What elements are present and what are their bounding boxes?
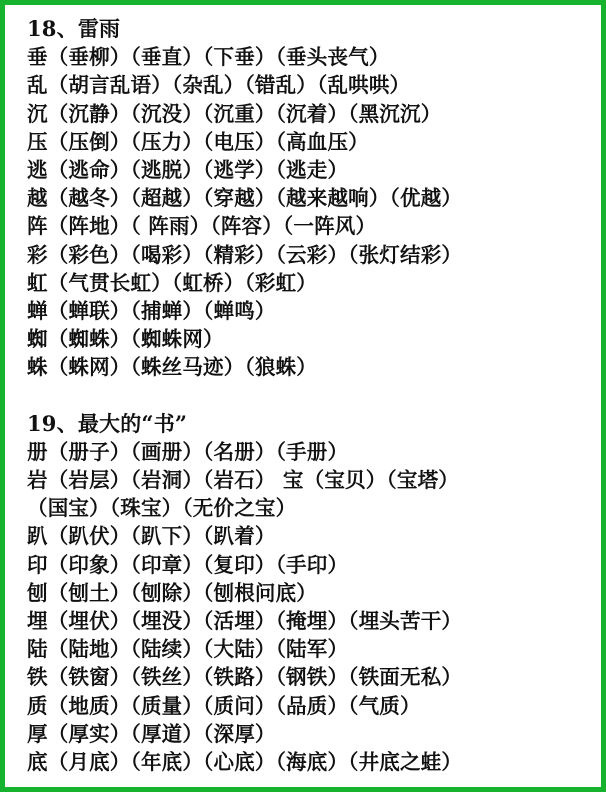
word-line-di: 底（月底）（年底）（心底）（海底）（井底之蛙） [27,749,463,774]
word-line-pa: 趴（趴伏）（趴下）（趴着） [27,524,276,549]
word-line-zhi-quality: 质（地质）（质量）（质问）（品质）（气质） [27,693,421,718]
word-line-lu: 陆（陆地）（陆续）（大陆）（陆军） [27,637,349,662]
word-line-zhen: 阵（阵地）（ 阵雨）（阵容）（一阵风） [27,214,377,239]
word-line-cai: 彩（彩色）（喝彩）（精彩）（云彩）（张灯结彩） [27,242,463,267]
word-line-mai: 埋（埋伏）（埋没）（活埋）（掩埋）（埋头苦干） [27,608,463,633]
word-line-yin: 印（印象）（印章）（复印）（手印） [27,552,349,577]
lesson-19-section [27,410,593,776]
word-line-chan: 蝉（蝉联）（捕蝉）（蝉鸣） [27,298,276,323]
lesson-18-section [27,15,593,381]
lesson-19-heading: 19、最大的“书” [27,410,188,436]
word-line-zhu: 蛛（蛛网）（蛛丝马迹）（狼蛛） [27,355,317,380]
word-line-hou: 厚（厚实）（厚道）（深厚） [27,721,276,746]
sheet-content [27,15,593,776]
section-spacer [27,381,593,409]
word-line-hong: 虹（气贯长虹）（虹桥）（彩虹） [27,270,317,295]
word-line-bao-continued: （国宝）（珠宝）（无价之宝） [27,496,297,521]
word-line-yue: 越（越冬）（超越）（穿越）（越来越响）（优越） [27,186,463,211]
word-line-ce: 册（册子）（画册）（名册）（手册） [27,439,349,464]
word-line-tie: 铁（铁窗）（铁丝）（铁路）（钢铁）（铁面无私） [27,665,463,690]
word-line-chui: 垂（垂柳）（垂直）（下垂）（垂头丧气） [27,45,390,70]
word-line-yan: 岩（岩层）（岩洞）（岩石） 宝（宝贝）（宝塔） [27,468,459,492]
word-line-pao: 刨（刨土）（刨除）（刨根问底） [27,580,317,605]
word-line-chen: 沉（沉静）（沉没）（沉重）（沉着）（黑沉沉） [27,101,442,126]
word-line-tao: 逃（逃命）（逃脱）（逃学）（逃走） [27,157,349,182]
word-line-ya: 压（压倒）（压力）（电压）（高血压） [27,129,369,154]
lesson-18-heading: 18、雷雨 [27,16,121,41]
word-line-zhi: 蜘（蜘蛛）（蜘蛛网） [27,327,224,352]
word-line-luan: 乱（胡言乱语）（杂乱）（错乱）（乱哄哄） [27,73,411,98]
